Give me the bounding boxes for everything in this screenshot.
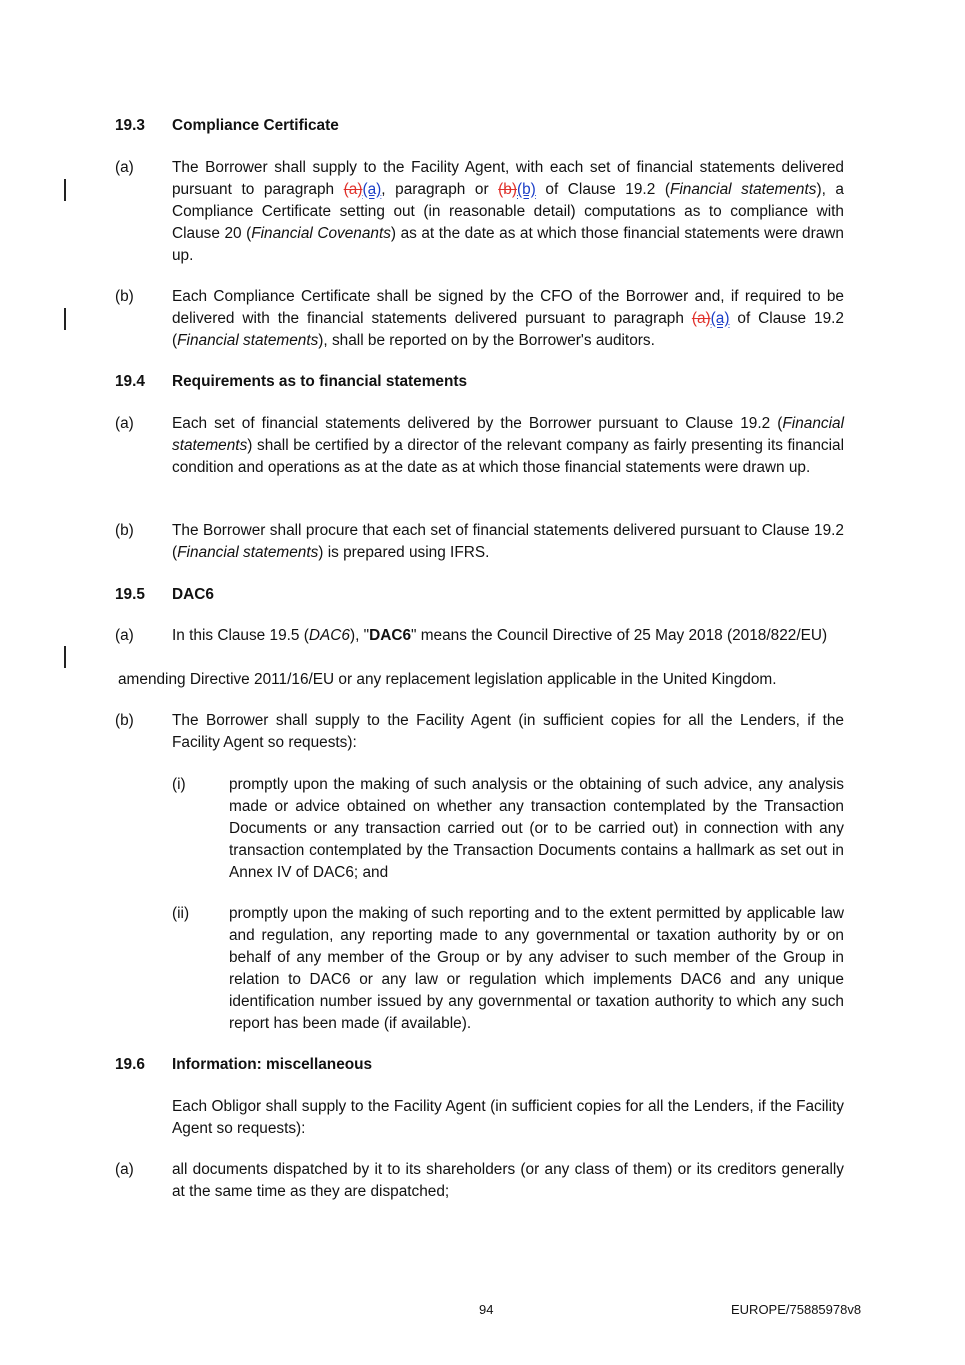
section-number: 19.4: [115, 373, 145, 390]
paragraph-label: (a): [115, 415, 134, 432]
paragraph-label: (b): [115, 712, 134, 729]
inserted-text: (a): [710, 310, 730, 327]
paragraph-continuation: amending Directive 2011/16/EU or any replacement legislation applicable in the United Kingdom.: [118, 671, 777, 688]
change-bar: [64, 179, 66, 201]
section-number: 19.3: [115, 117, 145, 134]
section-title: Compliance Certificate: [172, 117, 339, 134]
subparagraph-text: promptly upon the making of such reporting and to the extent permitted by applicable law and regulation, any reporting made to any governmental or taxation authority by or on behalf of any member of the Group or by any adviser to such member of the Group in relation to DAC6 or any law or regulation which implements DAC6 and any unique identification number issued by any governmental or taxation authority to which any such report has been made (if available).: [229, 905, 844, 1032]
paragraph-label: (a): [115, 627, 134, 644]
paragraph-label: (a): [115, 1161, 134, 1178]
paragraph-label: (a): [115, 159, 134, 176]
inserted-text: (a): [362, 181, 382, 198]
deleted-text: (a): [691, 310, 711, 327]
paragraph-text: Each Obligor shall supply to the Facility Agent (in sufficient copies for all the Lenders, if the Facility Agent so requests):: [172, 1098, 844, 1137]
deleted-text: (b): [498, 181, 517, 198]
section-number: 19.5: [115, 586, 145, 603]
paragraph-text: The Borrower shall procure that each set of financial statements delivered pursuant to Clause 19.2 (Financial statements) is prepared using IFRS.: [172, 522, 844, 561]
paragraph-text: The Borrower shall supply to the Facility Agent, with each set of financial statements delivered pursuant to paragraph (a)(a), paragraph or (b)(b) of Clause 19.2 (Financial statements), a Compliance Certificate setting out (in reasonable detail) computations as to compliance with Clause 20 (Financial Covenants) as at the date as at which those financial statements were drawn up.: [172, 159, 844, 264]
paragraph-label: (b): [115, 288, 134, 305]
change-bar: [64, 308, 66, 330]
section-title: DAC6: [172, 586, 214, 603]
subparagraph-label: (i): [172, 776, 186, 793]
subparagraph-text: promptly upon the making of such analysis or the obtaining of such advice, any analysis made or advice obtained on whether any transaction contemplated by the Transaction Documents or any transaction carried out (or to be carried out) in connection with any transaction contemplated by the Transaction Documents contains a hallmark as set out in Annex IV of DAC6; and: [229, 776, 844, 881]
paragraph-text: In this Clause 19.5 (DAC6), "DAC6" means the Council Directive of 25 May 2018 (2018/822/EU): [172, 627, 828, 644]
page-number: 94: [479, 1302, 494, 1317]
paragraph-text: all documents dispatched by it to its shareholders (or any class of them) or its creditors generally at the same time as they are dispatched;: [172, 1161, 844, 1200]
section-title: Requirements as to financial statements: [172, 373, 468, 390]
section-number: 19.6: [115, 1056, 145, 1073]
document-reference: EUROPE/75885978v8: [731, 1302, 862, 1317]
inserted-text: (b): [516, 181, 536, 198]
deleted-text: (a): [343, 181, 363, 198]
change-bar: [64, 646, 66, 668]
subparagraph-label: (ii): [172, 905, 190, 922]
paragraph-text: The Borrower shall supply to the Facility Agent (in sufficient copies for all the Lenders, if the Facility Agent so requests):: [172, 712, 844, 751]
paragraph-label: (b): [115, 522, 134, 539]
paragraph-text: Each set of financial statements delivered by the Borrower pursuant to Clause 19.2 (Financial statements) shall be certified by a director of the relevant company as fairly presenting its financial condition and operations as at the date as at which those financial statements were drawn up.: [172, 415, 844, 476]
section-title: Information: miscellaneous: [172, 1056, 373, 1073]
paragraph-text: Each Compliance Certificate shall be signed by the CFO of the Borrower and, if required to be delivered with the financial statements delivered pursuant to paragraph (a)(a) of Clause 19.2 (Financial statements), shall be reported on by the Borrower's auditors.: [172, 288, 844, 349]
